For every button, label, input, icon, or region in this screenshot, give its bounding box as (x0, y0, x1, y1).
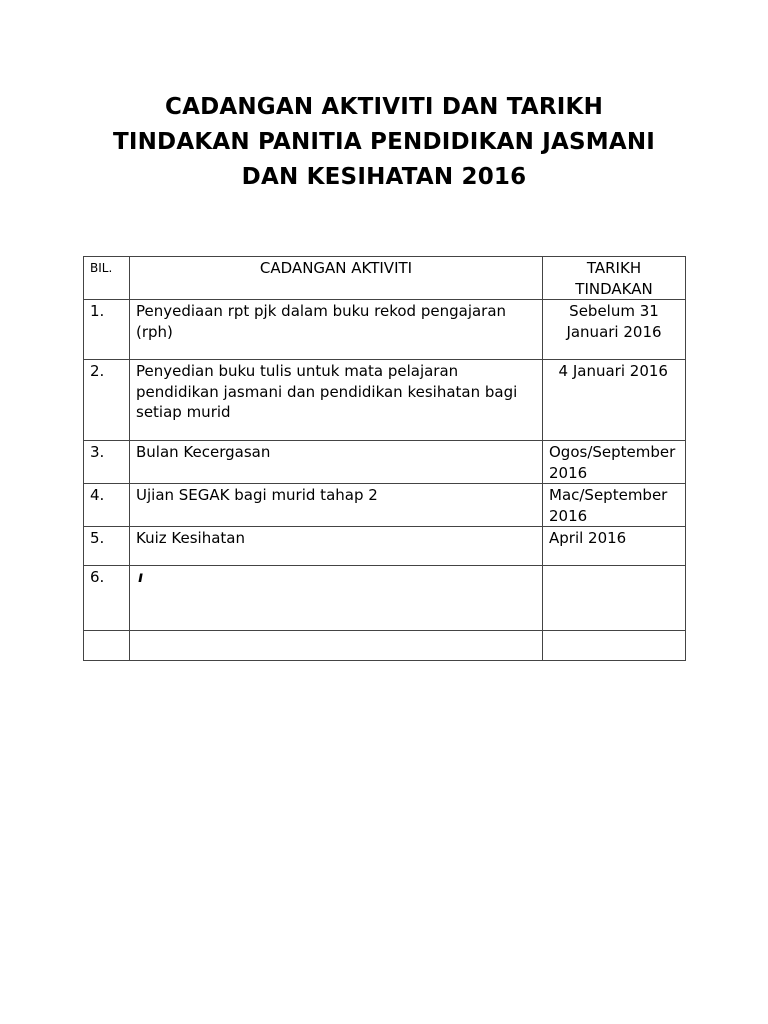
cell-date: Mac/September 2016 (543, 484, 686, 527)
header-activity: CADANGAN AKTIVITI (130, 257, 543, 300)
table-row (84, 300, 686, 360)
cell-date: Ogos/September 2016 (543, 441, 686, 484)
table-row (84, 527, 686, 566)
table-row (84, 360, 686, 441)
cell-activity-mark: ı (138, 568, 144, 586)
table-header-row (84, 257, 686, 300)
cell-activity: Kuiz Kesihatan (130, 527, 543, 566)
table-row (84, 484, 686, 527)
cell-bil: 3. (84, 441, 130, 484)
table-row (84, 441, 686, 484)
cell-activity: Penyedian buku tulis untuk mata pelajaran pendidikan jasmani dan pendidikan kesihatan bagi setiap murid (130, 360, 543, 441)
cell-bil: 1. (84, 300, 130, 360)
cell-bil (84, 631, 130, 661)
cell-bil: 4. (84, 484, 130, 527)
table-row (84, 566, 686, 631)
table-row (84, 631, 686, 661)
cell-bil: 5. (84, 527, 130, 566)
cell-activity (130, 631, 543, 661)
cell-activity: Ujian SEGAK bagi murid tahap 2 (130, 484, 543, 527)
cell-date (543, 566, 686, 631)
cell-activity (130, 566, 543, 631)
title-line-2: TINDAKAN PANITIA PENDIDIKAN JASMANI (112, 129, 656, 155)
cell-activity: Penyediaan rpt pjk dalam buku rekod pengajaran (rph) (130, 300, 543, 360)
cell-bil: 2. (84, 360, 130, 441)
cell-date: April 2016 (543, 527, 686, 566)
title-line-1: CADANGAN AKTIVITI DAN TARIKH (164, 94, 604, 120)
title-line-3: DAN KESIHATAN 2016 (241, 164, 527, 190)
cell-date: Sebelum 31 Januari 2016 (543, 300, 686, 360)
cell-activity: Bulan Kecergasan (130, 441, 543, 484)
cell-date (543, 631, 686, 661)
header-bil: BIL. (84, 257, 130, 300)
cell-date: 4 Januari 2016 (543, 360, 686, 441)
document-title (60, 90, 708, 195)
header-date: TARIKH TINDAKAN (543, 257, 686, 300)
cell-bil: 6. (84, 566, 130, 631)
activity-table (83, 256, 686, 661)
